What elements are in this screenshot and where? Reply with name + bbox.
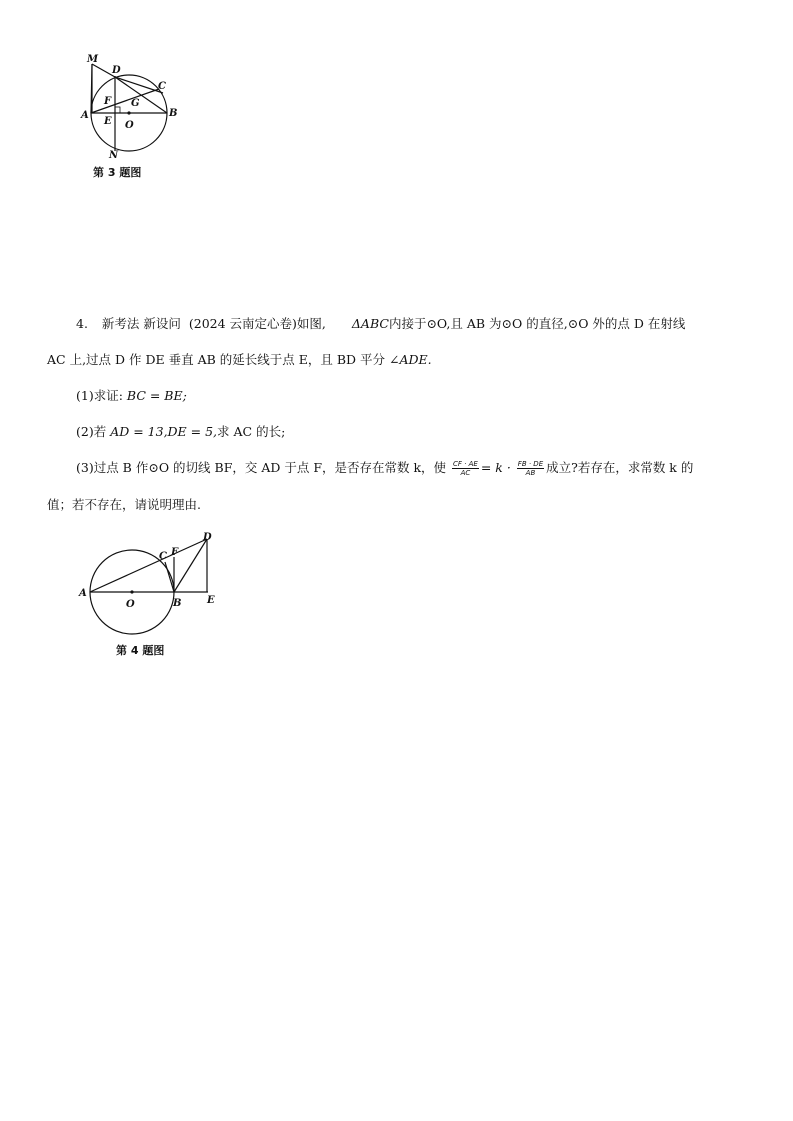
- label-c: C: [159, 551, 167, 562]
- figure-4-diagram: [76, 528, 226, 640]
- label-o: O: [126, 599, 135, 610]
- problem-4-part-3-line-2: [47, 497, 201, 513]
- fraction-2-denominator: AB: [525, 469, 536, 477]
- label-f: F: [171, 547, 179, 558]
- part-2-tail: 求 AC 的长;: [217, 424, 286, 439]
- triangle-abc: ΔABC: [351, 316, 389, 331]
- figure-4-lines: [90, 539, 208, 634]
- label-d: D: [203, 532, 212, 543]
- label-b: B: [169, 108, 178, 119]
- part-3-equals: = k ·: [480, 460, 515, 475]
- center-dot: [130, 590, 133, 593]
- fraction-1: [452, 460, 479, 477]
- part-2-label: (2)若: [76, 424, 111, 439]
- problem-source: (2024 云南定心卷)如图,: [188, 316, 326, 331]
- figure-3-diagram: [75, 48, 185, 160]
- part-3-line-2-text: 值；若不存在，请说明理由.: [47, 497, 201, 512]
- part-3-tail: 成立?若存在，求常数 k 的: [546, 460, 694, 475]
- problem-4-line-2: [47, 352, 432, 368]
- segment-ad: [90, 539, 207, 592]
- problem-4-part-3: [76, 460, 693, 477]
- problem-line-2-text: AC 上,过点 D 作 DE 垂直 AB 的延长线于点 E，且 BD 平分: [47, 352, 389, 367]
- label-a: A: [81, 110, 89, 121]
- figure-4-caption: 第 4 题图: [116, 644, 165, 657]
- label-c: C: [158, 81, 166, 92]
- problem-tags: 新考法 新设问: [101, 316, 181, 331]
- label-g: G: [131, 98, 140, 109]
- figure-3-lines: [91, 64, 167, 151]
- label-e: E: [207, 595, 215, 606]
- part-2-math: AD = 13,DE = 5,: [110, 424, 218, 439]
- segment-bc: [165, 562, 174, 592]
- label-n: N: [109, 150, 119, 160]
- label-f: F: [104, 96, 112, 107]
- center-dot: [127, 111, 130, 114]
- fraction-1-numerator: CF · AE: [453, 460, 478, 468]
- fraction-1-denominator: AC: [460, 469, 471, 477]
- label-o: O: [125, 120, 134, 131]
- angle-ade: ∠ADE.: [389, 352, 432, 367]
- label-a: A: [79, 588, 87, 599]
- label-e: E: [104, 116, 112, 127]
- problem-number: 4.: [76, 316, 88, 331]
- part-1-label: (1)求证:: [76, 388, 127, 403]
- label-b: B: [173, 598, 182, 609]
- problem-4-line-1: [76, 316, 685, 332]
- figure-3-caption: 第 3 题图: [93, 166, 142, 179]
- right-angle-mark: [115, 107, 120, 113]
- part-1-math: BC = BE;: [126, 388, 187, 403]
- problem-4-part-2: [76, 424, 285, 440]
- problem-line-1-tail: 内接于⊙O,且 AB 为⊙O 的直径,⊙O 外的点 D 在射线: [388, 316, 686, 331]
- fraction-2-numerator: FB · DE: [517, 460, 544, 468]
- label-m: M: [87, 54, 99, 65]
- problem-4-part-1: [76, 388, 187, 404]
- label-d: D: [112, 65, 121, 76]
- fraction-2: [517, 460, 544, 477]
- part-3-text: (3)过点 B 作⊙O 的切线 BF，交 AD 于点 F，是否存在常数 k，使: [76, 460, 451, 475]
